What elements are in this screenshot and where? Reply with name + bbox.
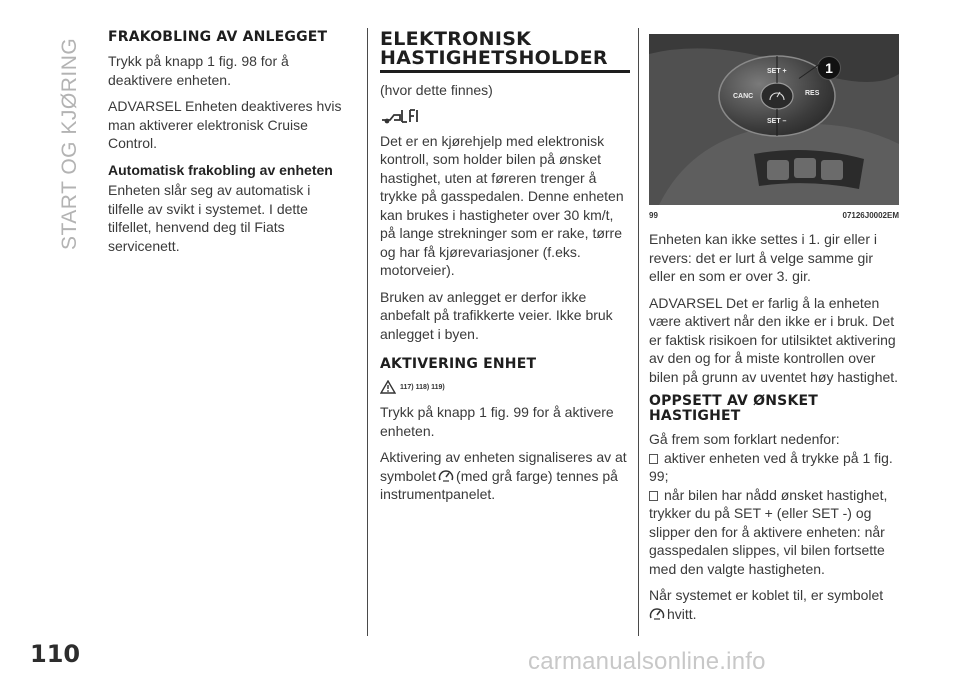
bullet-icon <box>649 491 658 501</box>
section-heading-cruise-control: ELEKTRONISK HASTIGHETSHOLDER <box>380 28 608 69</box>
column-2 <box>380 30 630 512</box>
paragraph: Trykk på knapp 1 fig. 98 for å deaktivere enheten. <box>108 53 289 88</box>
subheading-auto-deactivation: Automatisk frakobling av enheten <box>108 161 333 178</box>
speedometer-icon <box>438 469 454 483</box>
paragraph <box>380 448 630 504</box>
paragraph: Gå frem som forklart nedenfor: <box>649 431 840 447</box>
bullet-icon <box>649 454 658 464</box>
paragraph: Det er en kjørehjelp med elektronisk kontroll, som holder bilen på ønsket hastighet, uten at føreren trenger å trykke på gasspedalen. Denne enheten kan brukes i hastigheter over 30 km/t, på lange strekninger som er rake, tørre og har få kjørevariasjoner (f.eks. motorveier). <box>380 132 624 278</box>
speedometer-icon <box>649 607 665 621</box>
list-item-text: aktiver enheten ved å trykke på 1 fig. 99; <box>649 449 893 484</box>
section-heading-deactivation: FRAKOBLING AV ANLEGGET <box>108 29 328 45</box>
list-item <box>649 486 899 579</box>
chapter-title: START OG KJØRING <box>58 37 81 250</box>
figure-caption <box>649 211 899 220</box>
paragraph: Trykk på knapp 1 fig. 99 for å aktivere enheten. <box>380 404 614 439</box>
paragraph <box>649 586 899 623</box>
warning-paragraph: ADVARSEL Enheten deaktiveres hvis man aktiverer elektronisk Cruise Control. <box>108 98 342 151</box>
section-heading-activation: AKTIVERING ENHET <box>380 356 537 372</box>
paragraph: Enheten slår seg av automatisk i tilfelle av svikt i systemet. I dette tilfellet, henvend deg til Fiats servicenett. <box>108 182 311 254</box>
page-number: 110 <box>30 640 81 668</box>
callout-badge <box>817 56 841 80</box>
text-span: Når systemet er koblet til, er symbolet <box>649 587 884 603</box>
figure-code: 07126J0002EM <box>842 211 899 220</box>
warning-references: 117) 118) 119) <box>400 383 445 391</box>
paragraph: Enheten kan ikke settes i 1. gir eller i revers: det er lurt å velge samme gir eller en som er over 3. gir. <box>649 231 878 284</box>
section-heading-speed-setup: OPPSETT AV ØNSKET HASTIGHET <box>649 393 819 424</box>
watermark: carmanualsonline.info <box>528 648 766 675</box>
text-span: (med grå farge) tennes på instrumentpanelet. <box>380 467 618 502</box>
column-divider <box>638 28 639 636</box>
text-span: Aktivering av enheten signaliseres av at symbolet <box>380 449 627 484</box>
warning-paragraph: ADVARSEL Det er farlig å la enheten være aktivert når den ikke er i bruk. Det er faktisk risikoen for utilsiktet aktivering av den og for å miste kontrollen over bilen på grunn av uventet høy hastighet. <box>649 294 899 385</box>
set-plus-label: SET + <box>767 68 787 75</box>
figure-number: 99 <box>649 211 658 220</box>
res-label: RES <box>805 90 820 97</box>
list-item <box>649 449 899 486</box>
column-1 <box>108 30 348 263</box>
heading-underline <box>380 70 630 73</box>
availability-note: (hvor dette finnes) <box>380 82 493 98</box>
equipment-icon-row <box>380 104 630 128</box>
list-item-text: når bilen har nådd ønsket hastighet, trykker du på SET + (eller SET -) og slipper den for å aktivere enheten: når gasspedalen slippes, vil bilen fortsette med den valgte hastigheten. <box>649 486 888 577</box>
column-3 <box>649 34 899 631</box>
paragraph: Bruken av anlegget er derfor ikke anbefalt på trafikkerte veier. Ikke bruk anlegget i byen. <box>380 288 613 342</box>
callout-number: 1 <box>825 60 833 76</box>
optional-equipment-icon <box>380 106 420 126</box>
warning-row <box>380 375 630 399</box>
text-span: hvitt. <box>667 605 697 622</box>
steering-wheel-controls-figure <box>649 34 899 205</box>
canc-label: CANC <box>733 93 754 100</box>
warning-triangle-icon <box>380 380 396 394</box>
column-divider <box>367 28 368 636</box>
set-minus-label: SET – <box>767 118 787 125</box>
